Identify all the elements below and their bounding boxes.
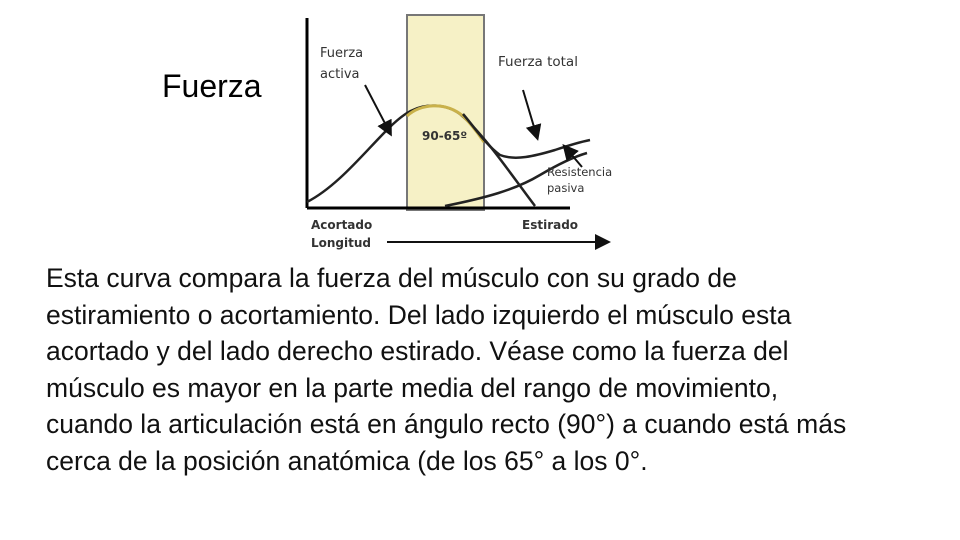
force-length-diagram xyxy=(295,10,625,255)
active-force-arrow xyxy=(365,85,390,133)
optimal-range-band xyxy=(407,15,484,210)
caption-line: acortado y del lado derecho estirado. Véase como la fuerza del xyxy=(46,336,789,366)
caption-line: cuando la articulación está en ángulo recto (90°) a cuando está más xyxy=(46,409,847,439)
label-passive-2: pasiva xyxy=(547,181,585,195)
label-shortened: Acortado xyxy=(311,218,373,232)
caption-line: cerca de la posición anatómica (de los 65° a los 0°. xyxy=(46,445,648,476)
label-total: Fuerza total xyxy=(498,54,578,70)
passive-resistance-arrow xyxy=(565,147,582,167)
caption-line: músculo es mayor en la parte media del rango de movimiento, xyxy=(46,372,779,403)
label-passive-1: Resistencia xyxy=(547,165,613,179)
slide-title: Fuerza xyxy=(162,68,262,104)
caption-text xyxy=(46,260,946,479)
label-active-2: activa xyxy=(320,67,360,82)
label-active-1: Fuerza xyxy=(320,46,364,61)
label-range: 90-65º xyxy=(422,129,468,143)
caption-line: Esta curva compara la fuerza del músculo con su grado de xyxy=(46,263,737,293)
caption-line: estiramiento o acortamiento. Del lado izquierdo el músculo esta xyxy=(46,299,792,330)
label-length: Longitud xyxy=(311,236,372,250)
label-stretched: Estirado xyxy=(522,218,579,232)
force-length-svg xyxy=(295,10,625,255)
total-force-arrow xyxy=(523,90,537,137)
